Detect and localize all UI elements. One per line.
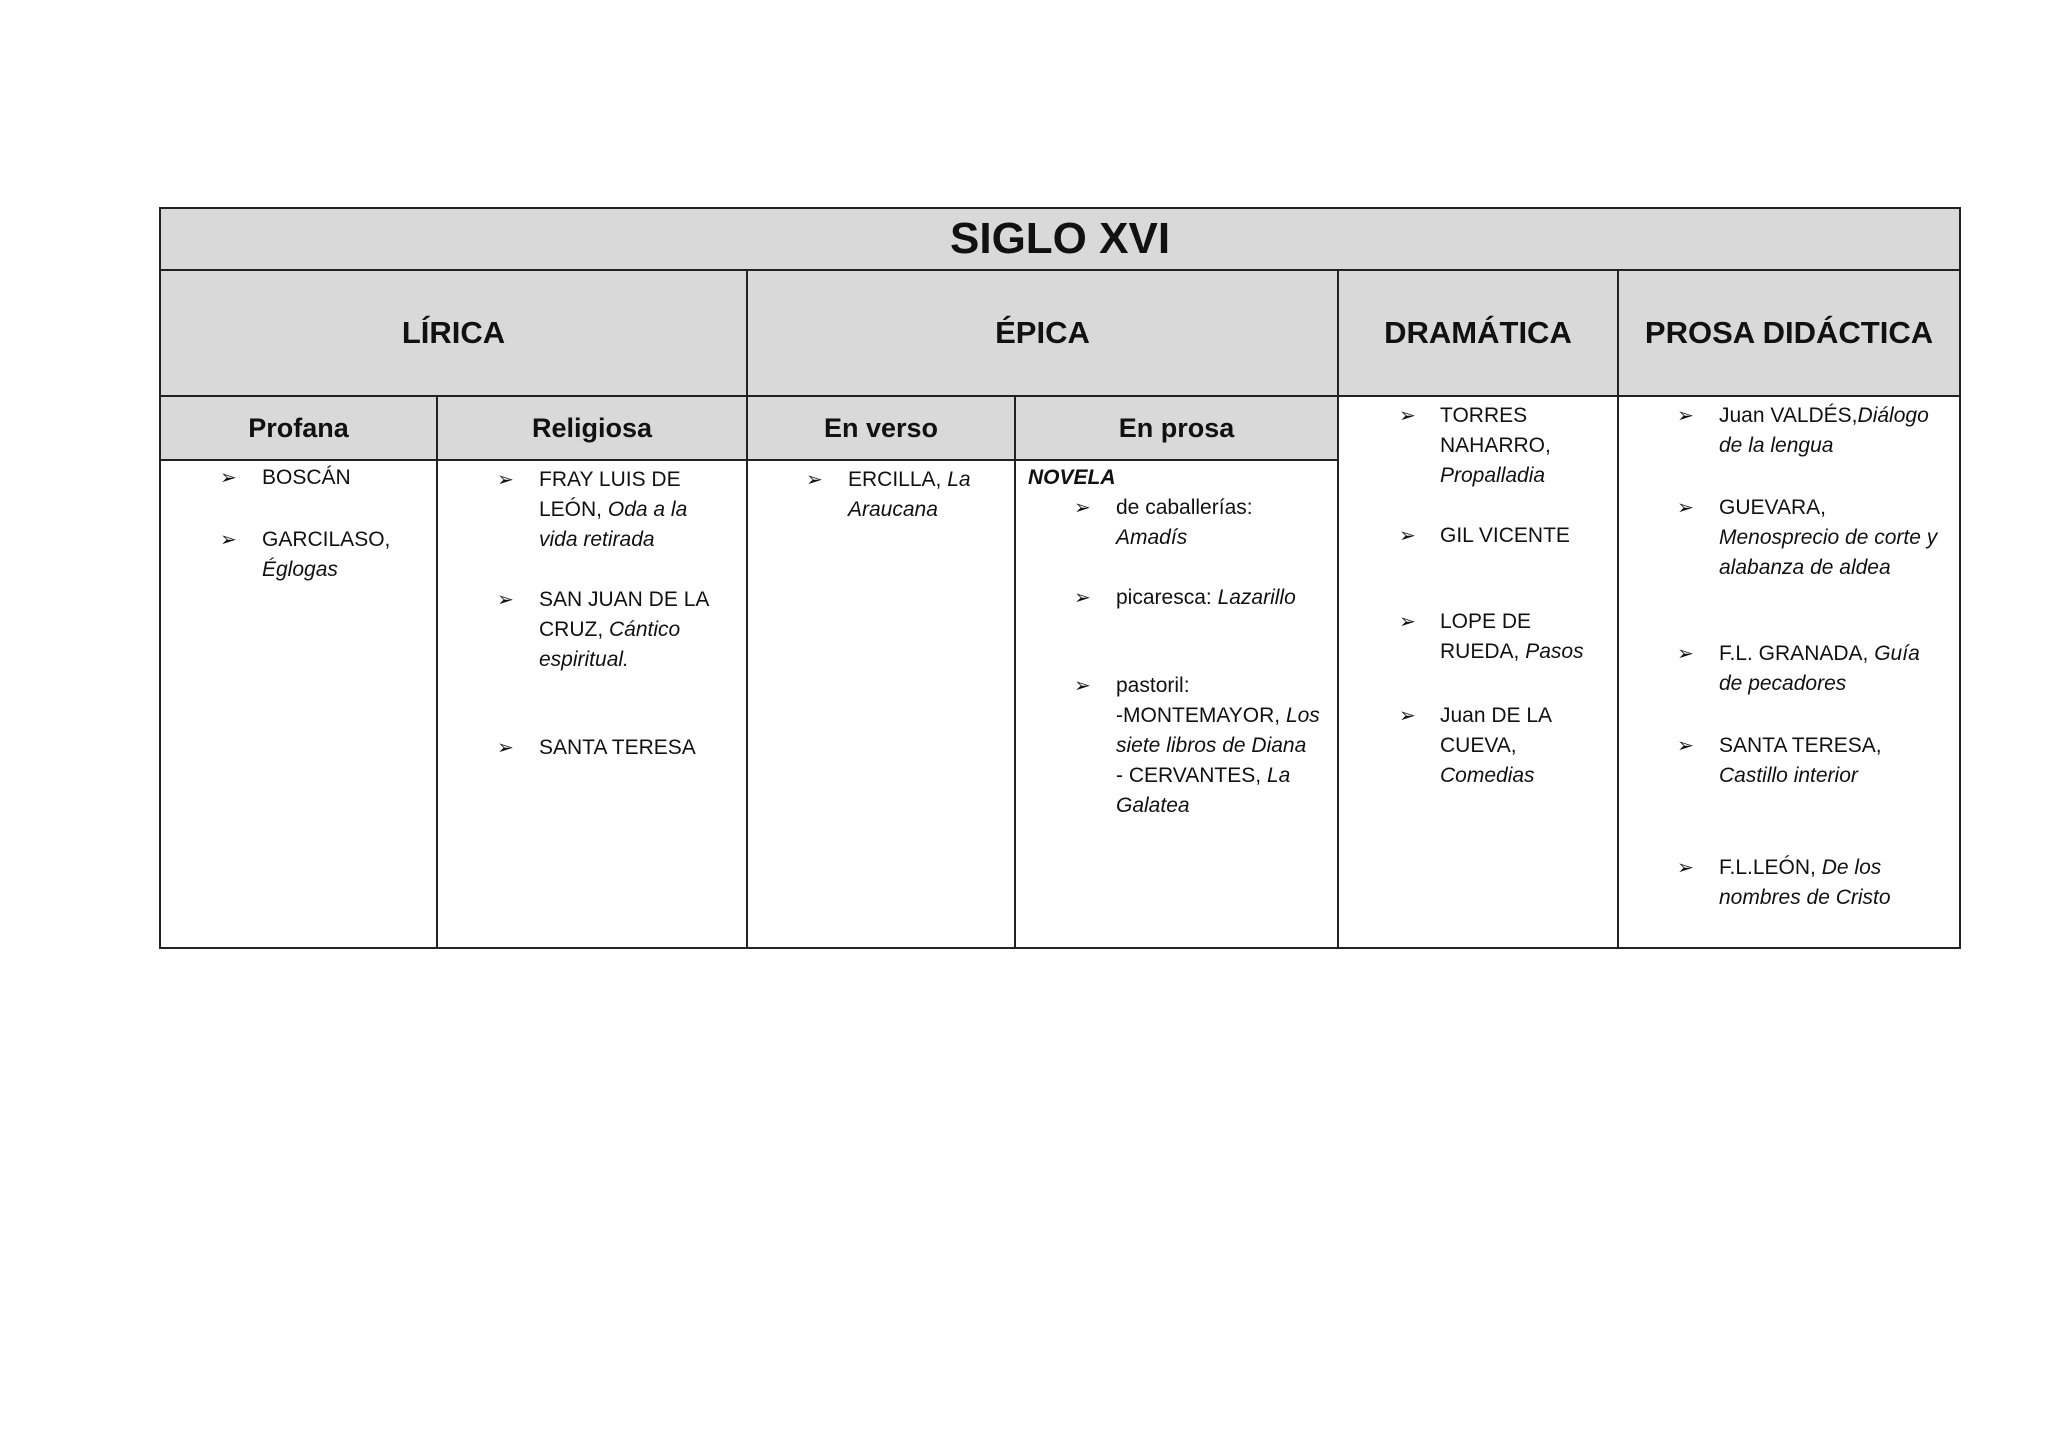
en-verso-cell bbox=[747, 460, 1015, 948]
list-item: ➢ F.L.LEÓN, De los nombres de Cristo bbox=[1719, 853, 1944, 913]
list-item: ➢ FRAY LUIS DE LEÓN, Oda a la vida retirada bbox=[539, 465, 709, 555]
list-item: ➢ picaresca: Lazarillo bbox=[1116, 583, 1326, 613]
arrowhead-bullet-icon: ➢ bbox=[1399, 405, 1416, 427]
list-item: ➢ GIL VICENTE bbox=[1440, 521, 1605, 551]
list-item: ➢ ERCILLA, La Araucana bbox=[848, 465, 998, 525]
religiosa-cell bbox=[437, 460, 747, 948]
list-item: ➢ Juan DE LA CUEVA, Comedias bbox=[1440, 701, 1605, 791]
en-prosa-cell bbox=[1015, 460, 1338, 948]
subheader-en-prosa: En prosa bbox=[1015, 396, 1338, 460]
list-item: ➢ F.L. GRANADA, Guía de pecadores bbox=[1719, 639, 1944, 699]
arrowhead-bullet-icon: ➢ bbox=[497, 469, 514, 491]
list-item: ➢ pastoril: -MONTEMAYOR, Los siete libros de Diana - CERVANTES, La Galatea bbox=[1116, 671, 1326, 821]
list-item: ➢ SANTA TERESA, Castillo interior bbox=[1719, 731, 1944, 791]
arrowhead-bullet-icon: ➢ bbox=[1677, 735, 1694, 757]
arrowhead-bullet-icon: ➢ bbox=[806, 469, 823, 491]
arrowhead-bullet-icon: ➢ bbox=[1677, 857, 1694, 879]
table-title: SIGLO XVI bbox=[160, 208, 1960, 270]
arrowhead-bullet-icon: ➢ bbox=[1074, 587, 1091, 609]
arrowhead-bullet-icon: ➢ bbox=[497, 737, 514, 759]
profana-cell bbox=[160, 460, 437, 948]
category-epica: ÉPICA bbox=[747, 270, 1338, 396]
subheader-profana: Profana bbox=[160, 396, 437, 460]
arrowhead-bullet-icon: ➢ bbox=[1074, 497, 1091, 519]
list-item: ➢ GUEVARA, Menosprecio de corte y alabanza de aldea bbox=[1719, 493, 1944, 583]
category-prosa-didactica: PROSA DIDÁCTICA bbox=[1618, 270, 1960, 396]
list-item: ➢ de caballerías: Amadís bbox=[1116, 493, 1326, 553]
arrowhead-bullet-icon: ➢ bbox=[1399, 705, 1416, 727]
arrowhead-bullet-icon: ➢ bbox=[1677, 405, 1694, 427]
list-item: ➢ GARCILASO, Églogas bbox=[262, 525, 412, 585]
list-item: ➢ SANTA TERESA bbox=[539, 733, 709, 763]
prosa-didactica-cell bbox=[1618, 396, 1960, 948]
dramatica-cell bbox=[1338, 396, 1618, 948]
subheader-religiosa: Religiosa bbox=[437, 396, 747, 460]
category-dramatica: DRAMÁTICA bbox=[1338, 270, 1618, 396]
arrowhead-bullet-icon: ➢ bbox=[1399, 611, 1416, 633]
arrowhead-bullet-icon: ➢ bbox=[1074, 675, 1091, 697]
list-item: ➢ BOSCÁN bbox=[262, 463, 412, 493]
arrowhead-bullet-icon: ➢ bbox=[1677, 497, 1694, 519]
list-item: ➢ TORRES NAHARRO, Propalladia bbox=[1440, 401, 1605, 491]
novela-heading: NOVELA bbox=[1028, 466, 1116, 489]
arrowhead-bullet-icon: ➢ bbox=[497, 589, 514, 611]
list-item: ➢ SAN JUAN DE LA CRUZ, Cántico espiritual. bbox=[539, 585, 709, 675]
list-item: ➢ Juan VALDÉS,Diálogo de la lengua bbox=[1719, 401, 1944, 461]
arrowhead-bullet-icon: ➢ bbox=[1399, 525, 1416, 547]
literature-table bbox=[159, 207, 1961, 949]
arrowhead-bullet-icon: ➢ bbox=[220, 529, 237, 551]
subheader-en-verso: En verso bbox=[747, 396, 1015, 460]
arrowhead-bullet-icon: ➢ bbox=[1677, 643, 1694, 665]
list-item: ➢ LOPE DE RUEDA, Pasos bbox=[1440, 607, 1605, 667]
category-lirica: LÍRICA bbox=[160, 270, 747, 396]
arrowhead-bullet-icon: ➢ bbox=[220, 467, 237, 489]
